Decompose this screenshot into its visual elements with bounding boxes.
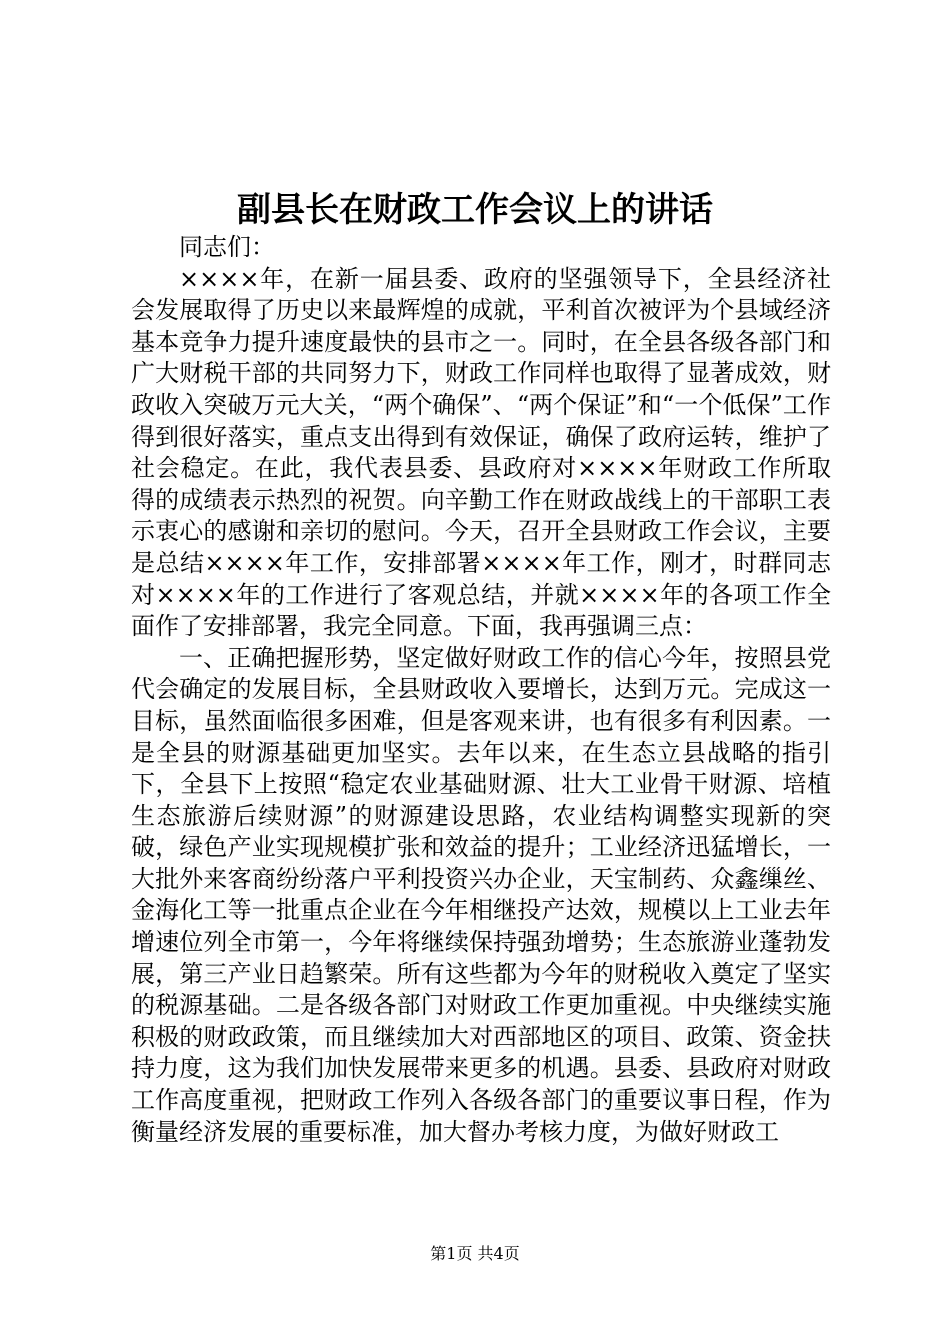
- document-body: [131, 232, 831, 1148]
- page-footer: 第1页 共4页: [430, 1244, 520, 1263]
- body-paragraph: 一、正确把握形势，坚定做好财政工作的信心今年，按照县党代会确定的发展目标，全县财政收入要增长，达到万元。完成这一目标，虽然面临很多困难，但是客观来讲，也有很多有利因素。一是全县的财源基础更加坚实。去年以来，在生态立县战略的指引下，全县下上按照“稳定农业基础财源、壮大工业骨干财源、培植生态旅游后续财源”的财源建设思路，农业结构调整实现新的突破，绿色产业实现规模扩张和效益的提升；工业经济迅猛增长，一大批外来客商纷纷落户平利投资兴办企业，天宝制药、众鑫缫丝、金海化工等一批重点企业在今年相继投产达效，规模以上工业去年增速位列全市第一，今年将继续保持强劲增势；生态旅游业蓬勃发展，第三产业日趋繁荣。所有这些都为今年的财税收入奠定了坚实的税源基础。二是各级各部门对财政工作更加重视。中央继续实施积极的财政政策，而且继续加大对西部地区的项目、政策、资金扶持力度，这为我们加快发展带来更多的机遇。县委、县政府对财政工作高度重视，把财政工作列入各级各部门的重要议事日程，作为衡量经济发展的重要标准，加大督办考核力度，为做好财政工: [131, 643, 831, 1146]
- body-paragraph: ××××年，在新一届县委、政府的坚强领导下，全县经济社会发展取得了历史以来最辉煌的成就，平利首次被评为个县域经济基本竞争力提升速度最快的县市之一。同时，在全县各级各部门和广大财税干部的共同努力下，财政工作同样也取得了显著成效，财政收入突破万元大关，“两个确保”、“两个保证”和“一个低保”工作得到很好落实，重点支出得到有效保证，确保了政府运转，维护了社会稳定。在此，我代表县委、县政府对××××年财政工作所取得的成绩表示热烈的祝贺。向辛勤工作在财政战线上的干部职工表示衷心的感谢和亲切的慰问。今天，召开全县财政工作会议，主要是总结××××年工作，安排部署××××年工作，刚才，时群同志对××××年的工作进行了客观总结，并就××××年的各项工作全面作了安排部署，我完全同意。下面，我再强调三点：: [131, 264, 831, 641]
- document-title: 副县长在财政工作会议上的讲话: [237, 190, 713, 230]
- salutation-paragraph: 同志们：: [179, 233, 275, 261]
